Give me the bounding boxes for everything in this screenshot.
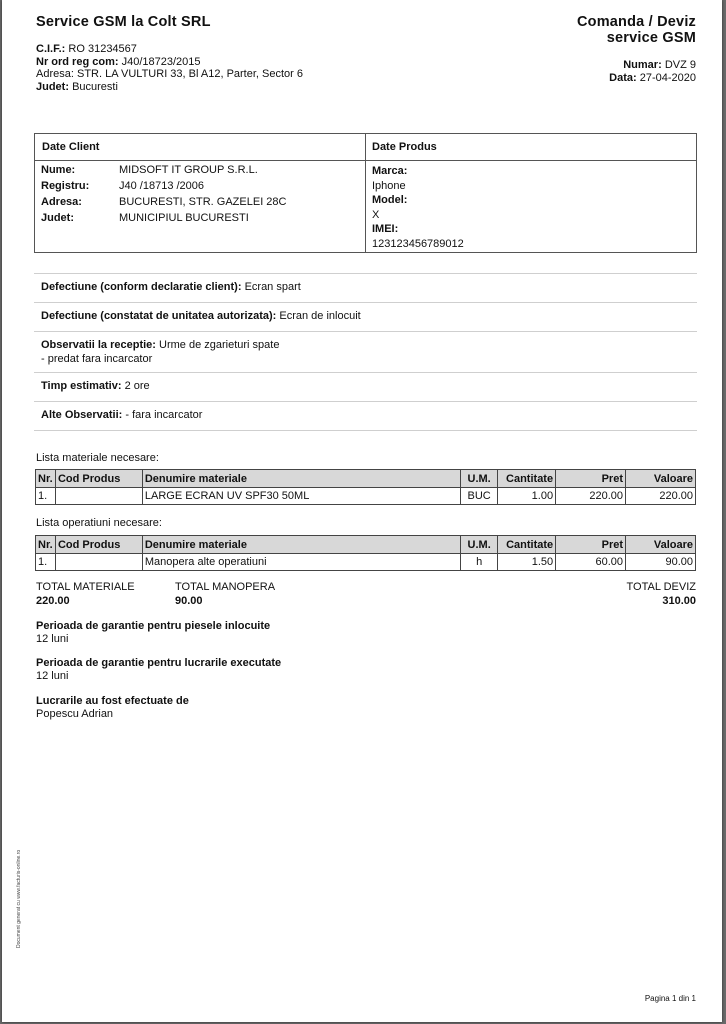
time-row	[34, 373, 697, 394]
col-um: U.M.	[461, 536, 498, 554]
date-label: Data:	[609, 71, 637, 84]
cell-nr: 1.	[36, 488, 56, 505]
cell-cod	[55, 488, 142, 505]
total-labor-label: TOTAL MANOPERA	[175, 581, 276, 593]
table-row	[36, 488, 696, 505]
other-value: - fara incarcator	[125, 409, 203, 421]
client-reg-label: Registru:	[41, 180, 90, 192]
total-materials-label: TOTAL MATERIALE	[36, 581, 135, 593]
col-cod-produs: Cod Produs	[55, 470, 142, 488]
address-value: STR. LA VULTURI 33, Bl A12, Parter, Sector 6	[76, 68, 303, 80]
warranty-works	[36, 657, 281, 683]
date-value: 27-04-2020	[639, 71, 696, 84]
reg-label: Nr ord reg com:	[36, 55, 119, 68]
defect-authorized-row	[34, 303, 697, 324]
warranty-parts	[36, 620, 270, 646]
defect-authorized-value: Ecran de inlocuit	[279, 310, 361, 322]
cell-cantitate: 1.50	[498, 554, 556, 571]
client-name-value: MIDSOFT IT GROUP S.R.L.	[119, 164, 258, 176]
client-product-box	[34, 133, 697, 253]
col-cantitate: Cantitate	[498, 470, 556, 488]
reception-row	[34, 332, 697, 366]
address-label: Adresa:	[36, 68, 74, 80]
cell-valoare: 90.00	[626, 554, 696, 571]
county-label: Judet:	[36, 80, 69, 93]
time-value: 2 ore	[124, 380, 150, 392]
cif-value: RO 31234567	[68, 43, 137, 55]
generator-note: Document generat cu www.facturis-online.ro	[16, 849, 22, 948]
imei-value: 123123456789012	[372, 237, 464, 250]
materials-title: Lista materiale necesare:	[36, 452, 159, 464]
other-label: Alte Observatii:	[41, 409, 123, 421]
defect-client-value: Ecran spart	[244, 281, 301, 293]
client-county-label: Judet:	[41, 212, 74, 224]
brand-value: Iphone	[372, 179, 406, 192]
total-labor	[175, 580, 275, 608]
defect-client-label: Defectiune (conform declaratie client):	[41, 281, 242, 293]
warranty-parts-label: Perioada de garantie pentru piesele inlocuite	[36, 620, 271, 632]
time-label: Timp estimativ:	[41, 380, 122, 392]
cell-denumire: LARGE ECRAN UV SPF30 50ML	[142, 488, 460, 505]
page-number: Pagina 1 din 1	[644, 994, 696, 1003]
product-header: Date Produs	[372, 141, 437, 153]
col-valoare: Valoare	[626, 536, 696, 554]
reception-label: Observatii la receptie:	[41, 339, 156, 351]
company-info	[36, 43, 303, 93]
document-title-line2: service GSM	[606, 30, 696, 46]
client-header: Date Client	[42, 141, 100, 153]
col-um: U.M.	[461, 470, 498, 488]
reception-value: Urme de zgarieturi spate	[159, 339, 280, 351]
warranty-parts-value: 12 luni	[36, 633, 69, 645]
col-cod-produs: Cod Produs	[55, 536, 142, 554]
col-valoare: Valoare	[626, 470, 696, 488]
defect-client-row	[34, 274, 697, 295]
cif-label: C.I.F.:	[36, 43, 66, 55]
client-address-label: Adresa:	[41, 196, 82, 208]
client-name-label: Nume:	[41, 164, 76, 176]
total-deviz-value: 310.00	[662, 595, 696, 607]
cell-cantitate: 1.00	[498, 488, 556, 505]
cell-denumire: Manopera alte operatiuni	[142, 554, 460, 571]
document-meta	[609, 59, 696, 84]
col-denumire: Denumire materiale	[142, 470, 460, 488]
client-reg-value: J40 /18713 /2006	[119, 180, 205, 192]
materials-header-row	[36, 470, 696, 488]
document-title	[577, 14, 696, 46]
total-materials	[36, 580, 135, 608]
reg-value: J40/18723/2015	[121, 55, 201, 68]
model-label: Model:	[372, 194, 408, 206]
county-value: Bucuresti	[72, 80, 118, 93]
warranty-works-value: 12 luni	[36, 670, 69, 682]
box-vertical-divider	[365, 134, 366, 252]
col-denumire: Denumire materiale	[142, 536, 460, 554]
cell-cod	[55, 554, 142, 571]
col-cantitate: Cantitate	[498, 536, 556, 554]
cell-pret: 220.00	[556, 488, 626, 505]
cell-valoare: 220.00	[626, 488, 696, 505]
operations-title: Lista operatiuni necesare:	[36, 517, 162, 529]
operations-header-row	[36, 536, 696, 554]
performed-by-value: Popescu Adrian	[36, 708, 114, 720]
col-pret: Pret	[556, 536, 626, 554]
other-row	[34, 402, 697, 423]
total-materials-value: 220.00	[36, 595, 70, 607]
document-title-line1: Comanda / Deviz	[576, 14, 696, 30]
brand-label: Marca:	[372, 165, 408, 177]
cell-nr: 1.	[36, 554, 56, 571]
client-address-value: BUCURESTI, STR. GAZELEI 28C	[119, 196, 287, 208]
imei-label: IMEI:	[372, 223, 399, 235]
col-pret: Pret	[556, 470, 626, 488]
number-label: Numar:	[623, 59, 662, 71]
model-value: X	[372, 208, 380, 221]
performed-by-label: Lucrarile au fost efectuate de	[36, 695, 189, 707]
document-page	[2, 0, 722, 1022]
cell-um: BUC	[461, 488, 498, 505]
col-nr: Nr.	[36, 536, 56, 554]
cell-pret: 60.00	[556, 554, 626, 571]
divider	[34, 430, 697, 431]
materials-table	[35, 469, 696, 505]
defect-authorized-label: Defectiune (constatat de unitatea autorizata):	[41, 310, 277, 322]
reception-value-2: - predat fara incarcator	[41, 352, 153, 365]
total-deviz-label: TOTAL DEVIZ	[626, 581, 696, 593]
table-row	[36, 554, 696, 571]
col-nr: Nr.	[36, 470, 56, 488]
operations-table	[35, 535, 696, 571]
company-name: Service GSM la Colt SRL	[36, 14, 211, 30]
total-deviz	[627, 580, 696, 608]
cell-um: h	[461, 554, 498, 571]
box-horizontal-divider	[35, 160, 696, 161]
number-value: DVZ 9	[664, 59, 696, 71]
product-details	[372, 164, 464, 251]
warranty-works-label: Perioada de garantie pentru lucrarile executate	[36, 657, 282, 669]
total-labor-value: 90.00	[175, 595, 203, 607]
performed-by	[36, 695, 189, 721]
client-county-value: MUNICIPIUL BUCURESTI	[119, 212, 249, 224]
